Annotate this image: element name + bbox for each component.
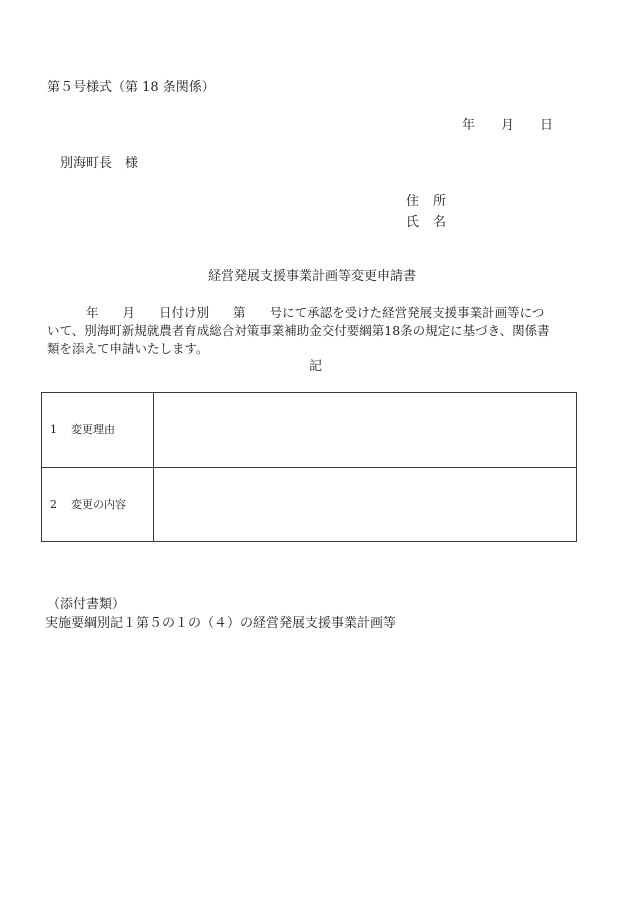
- form-number: 第５号様式（第 18 条関係）: [47, 80, 215, 95]
- detail-table: [41, 392, 577, 542]
- row-label: 変更理由: [71, 423, 115, 437]
- row-label: 変更の内容: [71, 497, 126, 511]
- ki-marker: 記: [309, 359, 323, 374]
- applicant-block: [406, 195, 446, 237]
- change-content-field[interactable]: [154, 467, 577, 542]
- attachments-heading: （添付書類）: [47, 597, 126, 612]
- applicant-address-label: 住 所: [406, 194, 447, 209]
- table-row: [42, 467, 577, 542]
- attachments-item: 実施要綱別記１第５の１の（４）の経営発展支援事業計画等: [45, 616, 397, 631]
- row-number: 1: [50, 423, 57, 437]
- body-line-3: 類を添えて申請いたします。: [47, 341, 209, 356]
- date-month-label: 月: [501, 118, 515, 133]
- body-line-1: 年 月 日付け別 第 号にて承認を受けた経営発展支援事業計画等につ: [86, 305, 545, 320]
- date-year-label: 年: [462, 118, 476, 133]
- body-paragraph: [47, 304, 587, 358]
- date-line: [462, 119, 553, 132]
- body-line-2: いて、別海町新規就農者育成総合対策事業補助金交付要綱第18条の規定に基づき、関係書: [47, 323, 550, 338]
- row-label-cell: [42, 393, 154, 468]
- date-day-label: 日: [540, 118, 554, 133]
- table-row: [42, 393, 577, 468]
- document-title: 経営発展支援事業計画等変更申請書: [208, 269, 417, 284]
- row-label-cell: [42, 467, 154, 542]
- addressee: 別海町長 様: [60, 156, 139, 171]
- change-reason-field[interactable]: [154, 393, 577, 468]
- row-number: 2: [50, 497, 57, 511]
- applicant-name-label: 氏 名: [406, 215, 447, 230]
